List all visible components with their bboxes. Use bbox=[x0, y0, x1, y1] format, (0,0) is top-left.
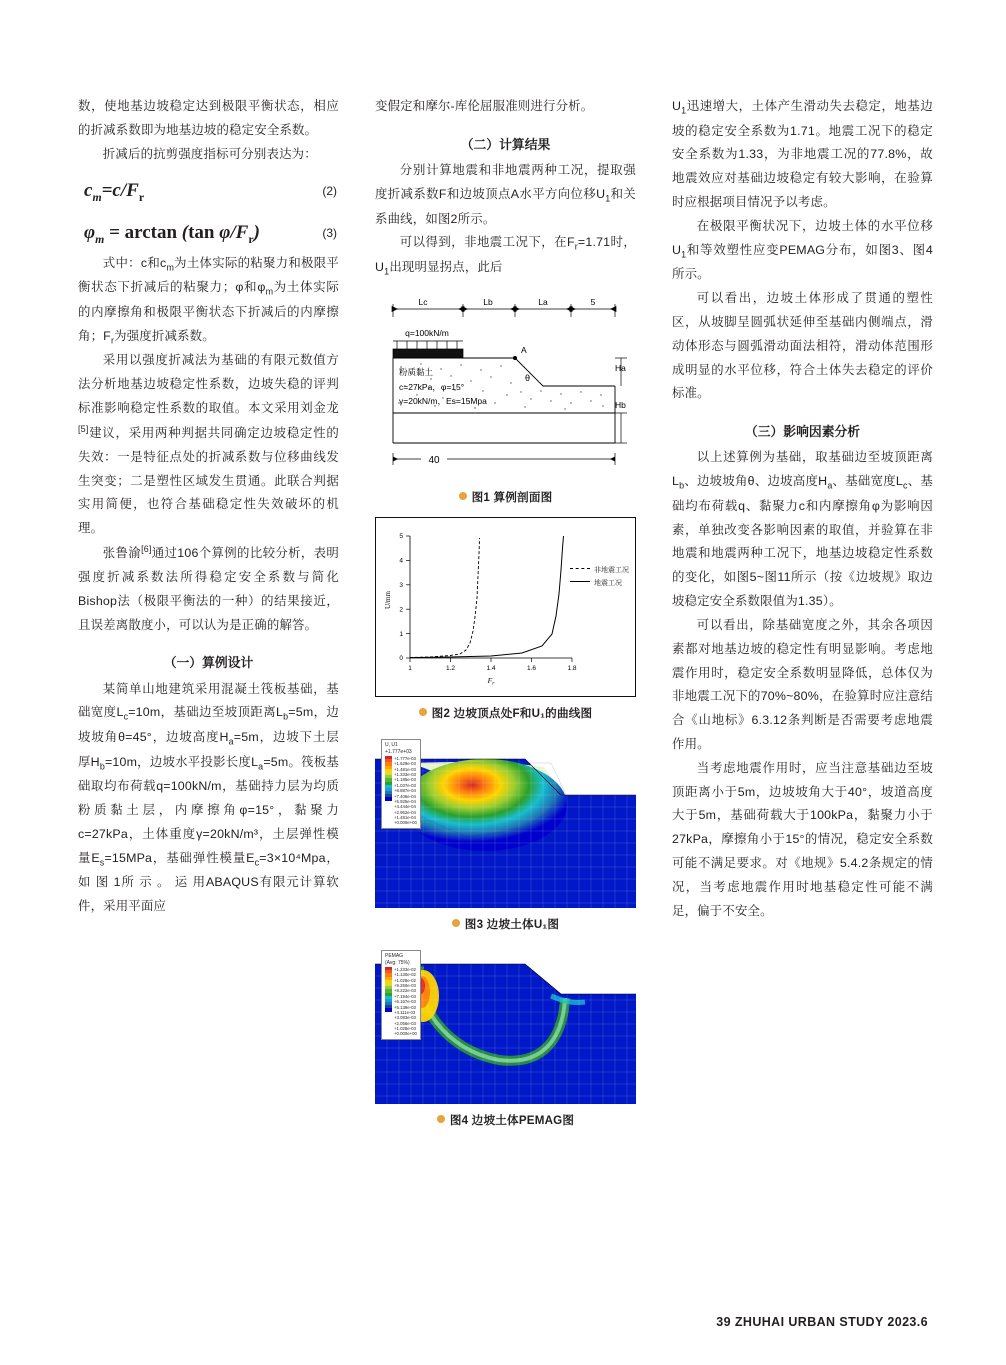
text-run: 出现明显拐点，此后 bbox=[389, 259, 503, 274]
paragraph: 可以看出，边坡土体形成了贯通的塑性区，从坡脚呈圆弧状延伸至基础内侧端点，滑动体形态与圆弧滑动面法相符，滑动体范围形成明显的水平位移，符合土体失去稳定的评价标准。 bbox=[672, 291, 933, 401]
chart-svg bbox=[376, 518, 635, 696]
bullet-dot-icon bbox=[452, 919, 460, 927]
svg-text:1.8: 1.8 bbox=[567, 664, 577, 672]
formula-3-number: (3) bbox=[322, 226, 337, 241]
column-1 bbox=[78, 95, 339, 1270]
text-run: 和关系曲线，如图2所示。 bbox=[375, 186, 636, 226]
text-run: 采用以强度折减法为基础的有限元数值方法分析地基边坡稳定性系数，边坡失稳的评判标准影响稳定性系数的取值。本文采用刘金龙 bbox=[78, 353, 339, 415]
text-run: =1.71时，U bbox=[375, 235, 636, 274]
paragraph: 数，使地基边坡稳定达到极限平衡状态，相应的折减系数即为地基边坡的稳定安全系数。 bbox=[78, 99, 339, 137]
formula-2-number: (2) bbox=[322, 184, 337, 199]
figure-3-caption bbox=[375, 916, 636, 932]
column-3 bbox=[672, 95, 933, 1270]
figure-2-caption bbox=[375, 705, 636, 721]
colorbar-swatches bbox=[385, 967, 392, 1037]
text-run: 和等效塑性应变PEMAG分布，如图3、图4所示。 bbox=[672, 242, 933, 282]
svg-text:U/mm: U/mm bbox=[384, 590, 392, 609]
figure-2-chart bbox=[375, 517, 636, 697]
text-run: =5m，边坡坡角θ=45°，边坡高度H bbox=[78, 705, 339, 745]
text-run: 、基础均布荷载q、黏聚力c和内摩擦角φ为影响因素，单独改变各影响因素的取值，并验算在非地震和地震两种工况下，地基边坡稳定性系数的变化，如图5~图11所示（按《边坡规》取边坡稳定安全系数限值为1.35）。 bbox=[672, 474, 933, 609]
text-run: 建议，采用两种判据共同确定边坡稳定性的失效：一是特征点处的折减系数与位移曲线发生突变；二是塑性区域发生贯通。此联合判据实用简便，也符合基础稳定性失效破坏的机理。 bbox=[78, 425, 339, 536]
text-run: 、边坡坡角θ、边坡高度H bbox=[684, 474, 828, 489]
paragraph: 在极限平衡状况下，边坡土体的水平位移$U_1$和等效塑性应变PEMAG分布，如图3、图4所示。 bbox=[672, 218, 933, 282]
paragraph: 可以看出，除基础宽度之外，其余各项因素都对地基边坡的稳定性有明显影响。考虑地震作用时，稳定安全系数明显降低，总体仅为非地震工况下的70%~80%，在验算时应注意结合《山地标》6.3.12条判断是否需要考虑地震作用。 bbox=[672, 617, 933, 751]
bullet-dot-icon bbox=[459, 492, 467, 500]
chart-legend bbox=[570, 564, 629, 591]
legend-item-non-seismic bbox=[570, 564, 629, 577]
legend-label: 地震工况 bbox=[594, 579, 622, 587]
colorbar-title: U, U1 bbox=[385, 741, 398, 748]
legend-item-seismic bbox=[570, 577, 629, 590]
text-run: 在极限平衡状况下，边坡土体的水平位移U bbox=[672, 218, 933, 257]
page-footer: 39 ZHUHAI URBAN STUDY 2023.6 bbox=[716, 1315, 928, 1329]
cross-section-svg bbox=[375, 291, 636, 481]
text-run: =5m，边坡下土层厚H bbox=[78, 730, 339, 769]
section-heading-3: （三）影响因素分析 bbox=[744, 424, 861, 440]
svg-text:5: 5 bbox=[590, 296, 596, 307]
svg-text:γ=20kN/m，Es=15Mpa: γ=20kN/m，Es=15Mpa bbox=[399, 395, 487, 406]
section-heading-1: （一）算例设计 bbox=[163, 655, 254, 671]
text-run: 张鲁渝 bbox=[102, 546, 142, 561]
figure-2-caption-text: 图2 边坡顶点处F和U₁的曲线图 bbox=[431, 706, 593, 720]
paragraph: 当考虑地震作用时，应当注意基础边至坡顶距离小于5m，边坡坡角大于40°，坡道高度大于5m，基础荷载大于100kPa，黏聚力小于27kPa，摩擦角小于15°的情况，稳定安全系数可能不满足要求。对《地规》5.4.2条规定的情况，当考虑地震作用时地基稳定性可能不满足，偏于不安全。 bbox=[672, 760, 933, 918]
text-run: =15MPa，基础弹性模量E bbox=[104, 850, 255, 865]
svg-text:2: 2 bbox=[399, 605, 403, 613]
text-run: =10m，边坡水平投影长度L bbox=[104, 754, 259, 769]
legend-swatch-icon bbox=[570, 568, 590, 569]
paragraph: 折减后的抗剪强度指标可分别表达为： bbox=[102, 146, 317, 161]
text-run: =5m。筏板基础取均布荷载q=100kN/m，基础持力层为均质粉质黏土层，内摩擦角φ=15°，黏聚力c=27kPa，土体重度γ=20kN/m³，土层弹性模量E bbox=[78, 754, 339, 865]
text-run: U bbox=[672, 99, 682, 113]
svg-text:1: 1 bbox=[399, 630, 403, 638]
paragraph: $U_1$迅速增大，土体产生滑动失去稳定，地基边坡的稳定安全系数为1.71。地震工况下的稳定安全系数为1.33，为非地震工况的77.8%，故地震效应对基础边坡稳定有较大影响，在验算时应根据项目情况予以考虑。 bbox=[672, 99, 933, 210]
article-columns bbox=[78, 95, 934, 1270]
figure-4-caption bbox=[375, 1112, 636, 1128]
svg-text:Ha: Ha bbox=[615, 362, 626, 373]
formula-3: $\varphi_m = \arctan (\tan$ $\varphi/F_r$) (3) bbox=[84, 222, 337, 246]
svg-text:q=100kN/m: q=100kN/m bbox=[405, 327, 449, 338]
text-run: 为土体实际的内摩擦角和极限平衡状态下折减后的内摩擦角；F bbox=[78, 280, 339, 343]
svg-text:0: 0 bbox=[399, 654, 403, 662]
svg-text:40: 40 bbox=[428, 454, 440, 466]
colorbar-subtitle: (Avg: 75%) bbox=[385, 959, 410, 966]
figure-1-caption-text: 图1 算例剖面图 bbox=[471, 490, 553, 504]
text-run: 某简单山地建筑采用混凝土筏板基础，基础宽度L bbox=[78, 681, 339, 720]
text-run: 式中：c和c bbox=[102, 255, 167, 270]
svg-text:3: 3 bbox=[399, 581, 403, 589]
svg-text:Lc: Lc bbox=[418, 296, 428, 307]
svg-text:c=27kPa，φ=15°: c=27kPa，φ=15° bbox=[399, 381, 465, 392]
bullet-dot-icon bbox=[437, 1115, 445, 1123]
paragraph: 以上述算例为基础，取基础边至坡顶距离$L_b$、边坡坡角θ、边坡高度$H_a$、基础宽度$L_c$、基础均布荷载q、黏聚力c和内摩擦角φ为影响因素，单独改变各影响因素的取值，并验算在非地震和地震两种工况下，地基边坡稳定性系数的变化，如图5~图11所示（按《边坡规》取边坡稳定安全系数限值为1.35）。 bbox=[672, 450, 933, 609]
text-run: 可以得到，非地震工况下，在F bbox=[399, 235, 575, 250]
reference-5: [5] bbox=[78, 423, 89, 434]
colorbar-scale bbox=[385, 967, 417, 1037]
figure-4-colorbar bbox=[381, 950, 421, 1040]
svg-text:1.2: 1.2 bbox=[445, 664, 456, 672]
paragraph: 某简单山地建筑采用混凝土筏板基础，基础宽度$L_c=10m$，基础边至坡顶距离$L_b=5m$，边坡坡角θ=45°，边坡高度$H_a=5m$，边坡下土层厚$H_b=10m$，边坡水平投影长度$L_a=5m$。筏板基础取均布荷载q=100kN/m，基础持力层为均质粉质黏土层，内摩擦角φ=15°，黏聚力c=27kPa，土体重度γ=20kN/m³，土层弹性模量$E_s=15MPa$，基础弹性模量$E_c=3\times 10^4Mpa$，如 图 1所 示 。 运 用ABAQUS有限元计算软件，采用平面应 bbox=[78, 681, 339, 914]
paragraph bbox=[78, 349, 339, 541]
text-run: 为强度折减系数。 bbox=[114, 328, 215, 343]
section-heading-2: （二）计算结果 bbox=[460, 136, 551, 152]
colorbar-subtitle: +1.777e+03 bbox=[385, 748, 412, 755]
paragraph: 式中：c和$c_m$为土体实际的粘聚力和极限平衡状态下折减后的粘聚力；φ和$\varphi_m$为土体实际的内摩擦角和极限平衡状态下折减后的内摩擦角；$F_r$为强度折减系数。 bbox=[78, 255, 339, 346]
paragraph: 分别计算地震和非地震两种工况，提取强度折减系数F和边坡顶点A水平方向位移$U_1$和关系曲线，如图2所示。 bbox=[375, 163, 636, 226]
svg-text:A: A bbox=[521, 344, 527, 355]
svg-text:Hb: Hb bbox=[615, 399, 626, 410]
colorbar-swatches bbox=[385, 756, 392, 826]
text-run: 分别计算地震和非地震两种工况，提取强度折减系数F和边坡顶点A水平方向位移U bbox=[375, 163, 636, 201]
svg-text:粉质黏土: 粉质黏土 bbox=[399, 366, 434, 377]
formula-2: $c_m=c/F_r$ (2) bbox=[84, 180, 337, 205]
colorbar-scale bbox=[385, 756, 417, 826]
series-non-seismic bbox=[410, 538, 480, 658]
text-run: =10m，基础边至坡顶距离L bbox=[128, 705, 284, 720]
svg-text:La: La bbox=[538, 296, 548, 307]
svg-text:4: 4 bbox=[399, 557, 403, 565]
series-seismic bbox=[410, 536, 564, 658]
text-run: 通过106个算例的比较分析，表明强度折减系数法所得稳定安全系数与简化Bishop法（极限平衡法的一种）的结果接近，且误差离散度小，可以认为是正确的解答。 bbox=[78, 546, 339, 632]
text-run: 迅速增大，土体产生滑动失去稳定，地基边坡的稳定安全系数为1.71。地震工况下的稳定安全系数为1.33，为非地震工况的77.8%，故地震效应对基础边坡稳定有较大影响，在验算时应根据项目情况予以考虑。 bbox=[672, 99, 933, 210]
figure-4-contour bbox=[375, 944, 636, 1104]
text-run: 、基础宽度L bbox=[832, 474, 903, 489]
text-run: 以上述算例为基础，取基础边至坡顶距离L bbox=[672, 450, 933, 489]
colorbar-labels: +1.233e-02 +1.130e-02 +1.028e-02 +9.250e-03 +8.222e-03 +7.194e-03 +6.167e-03 +5.139e-03 +4.111e-03 +3.083e-03 +2.056e-03 +1.028e-03 +0.000e+00 bbox=[394, 967, 417, 1037]
figure-4-caption-text: 图4 边坡土体PEMAG图 bbox=[449, 1113, 575, 1127]
svg-text:Fr: $F_r$ bbox=[487, 675, 495, 687]
figure-3-caption-text: 图3 边坡土体U₁图 bbox=[464, 917, 560, 931]
column-2 bbox=[375, 95, 636, 1270]
bullet-dot-icon bbox=[419, 708, 427, 716]
text-run: =3×10⁴Mpa，如 图 1所 示 。 运 用ABAQUS有限元计算软件，采用平面应 bbox=[78, 850, 339, 914]
paragraph: 可以得到，非地震工况下，在$F_r=1.71$时，$U_1$出现明显拐点，此后 bbox=[375, 235, 636, 277]
figure-1-caption bbox=[375, 489, 636, 505]
colorbar-title: PEMAG bbox=[385, 952, 404, 959]
svg-text:1.4: 1.4 bbox=[486, 664, 496, 672]
legend-label: 非地震工况 bbox=[594, 566, 629, 574]
text-run: 为土体实际的粘聚力和极限平衡状态下折减后的粘聚力；φ和φ bbox=[78, 255, 339, 295]
svg-text:θ: θ bbox=[525, 372, 531, 383]
paragraph: 变假定和摩尔-库伦屈服准则进行分析。 bbox=[375, 99, 594, 113]
figure-3-contour bbox=[375, 733, 636, 908]
svg-text:1: 1 bbox=[408, 664, 412, 672]
reference-6: [6] bbox=[141, 543, 152, 554]
svg-text:5: 5 bbox=[399, 532, 403, 540]
figure-3-colorbar bbox=[381, 739, 421, 829]
svg-text:Lb: Lb bbox=[483, 296, 493, 307]
legend-swatch-icon bbox=[570, 581, 590, 582]
svg-text:1.6: 1.6 bbox=[526, 664, 537, 672]
colorbar-labels: +1.777e-03 +1.629e-03 +1.481e-03 +1.333e-03 +1.185e-03 +1.037e-03 +8.887e-04 +7.406e-04 +5.925e-04 +4.444e-04 +2.962e-04 +1.481e-04 +0.000e+00 bbox=[394, 756, 417, 826]
paragraph bbox=[78, 541, 339, 637]
figure-1-drawing bbox=[375, 291, 636, 481]
